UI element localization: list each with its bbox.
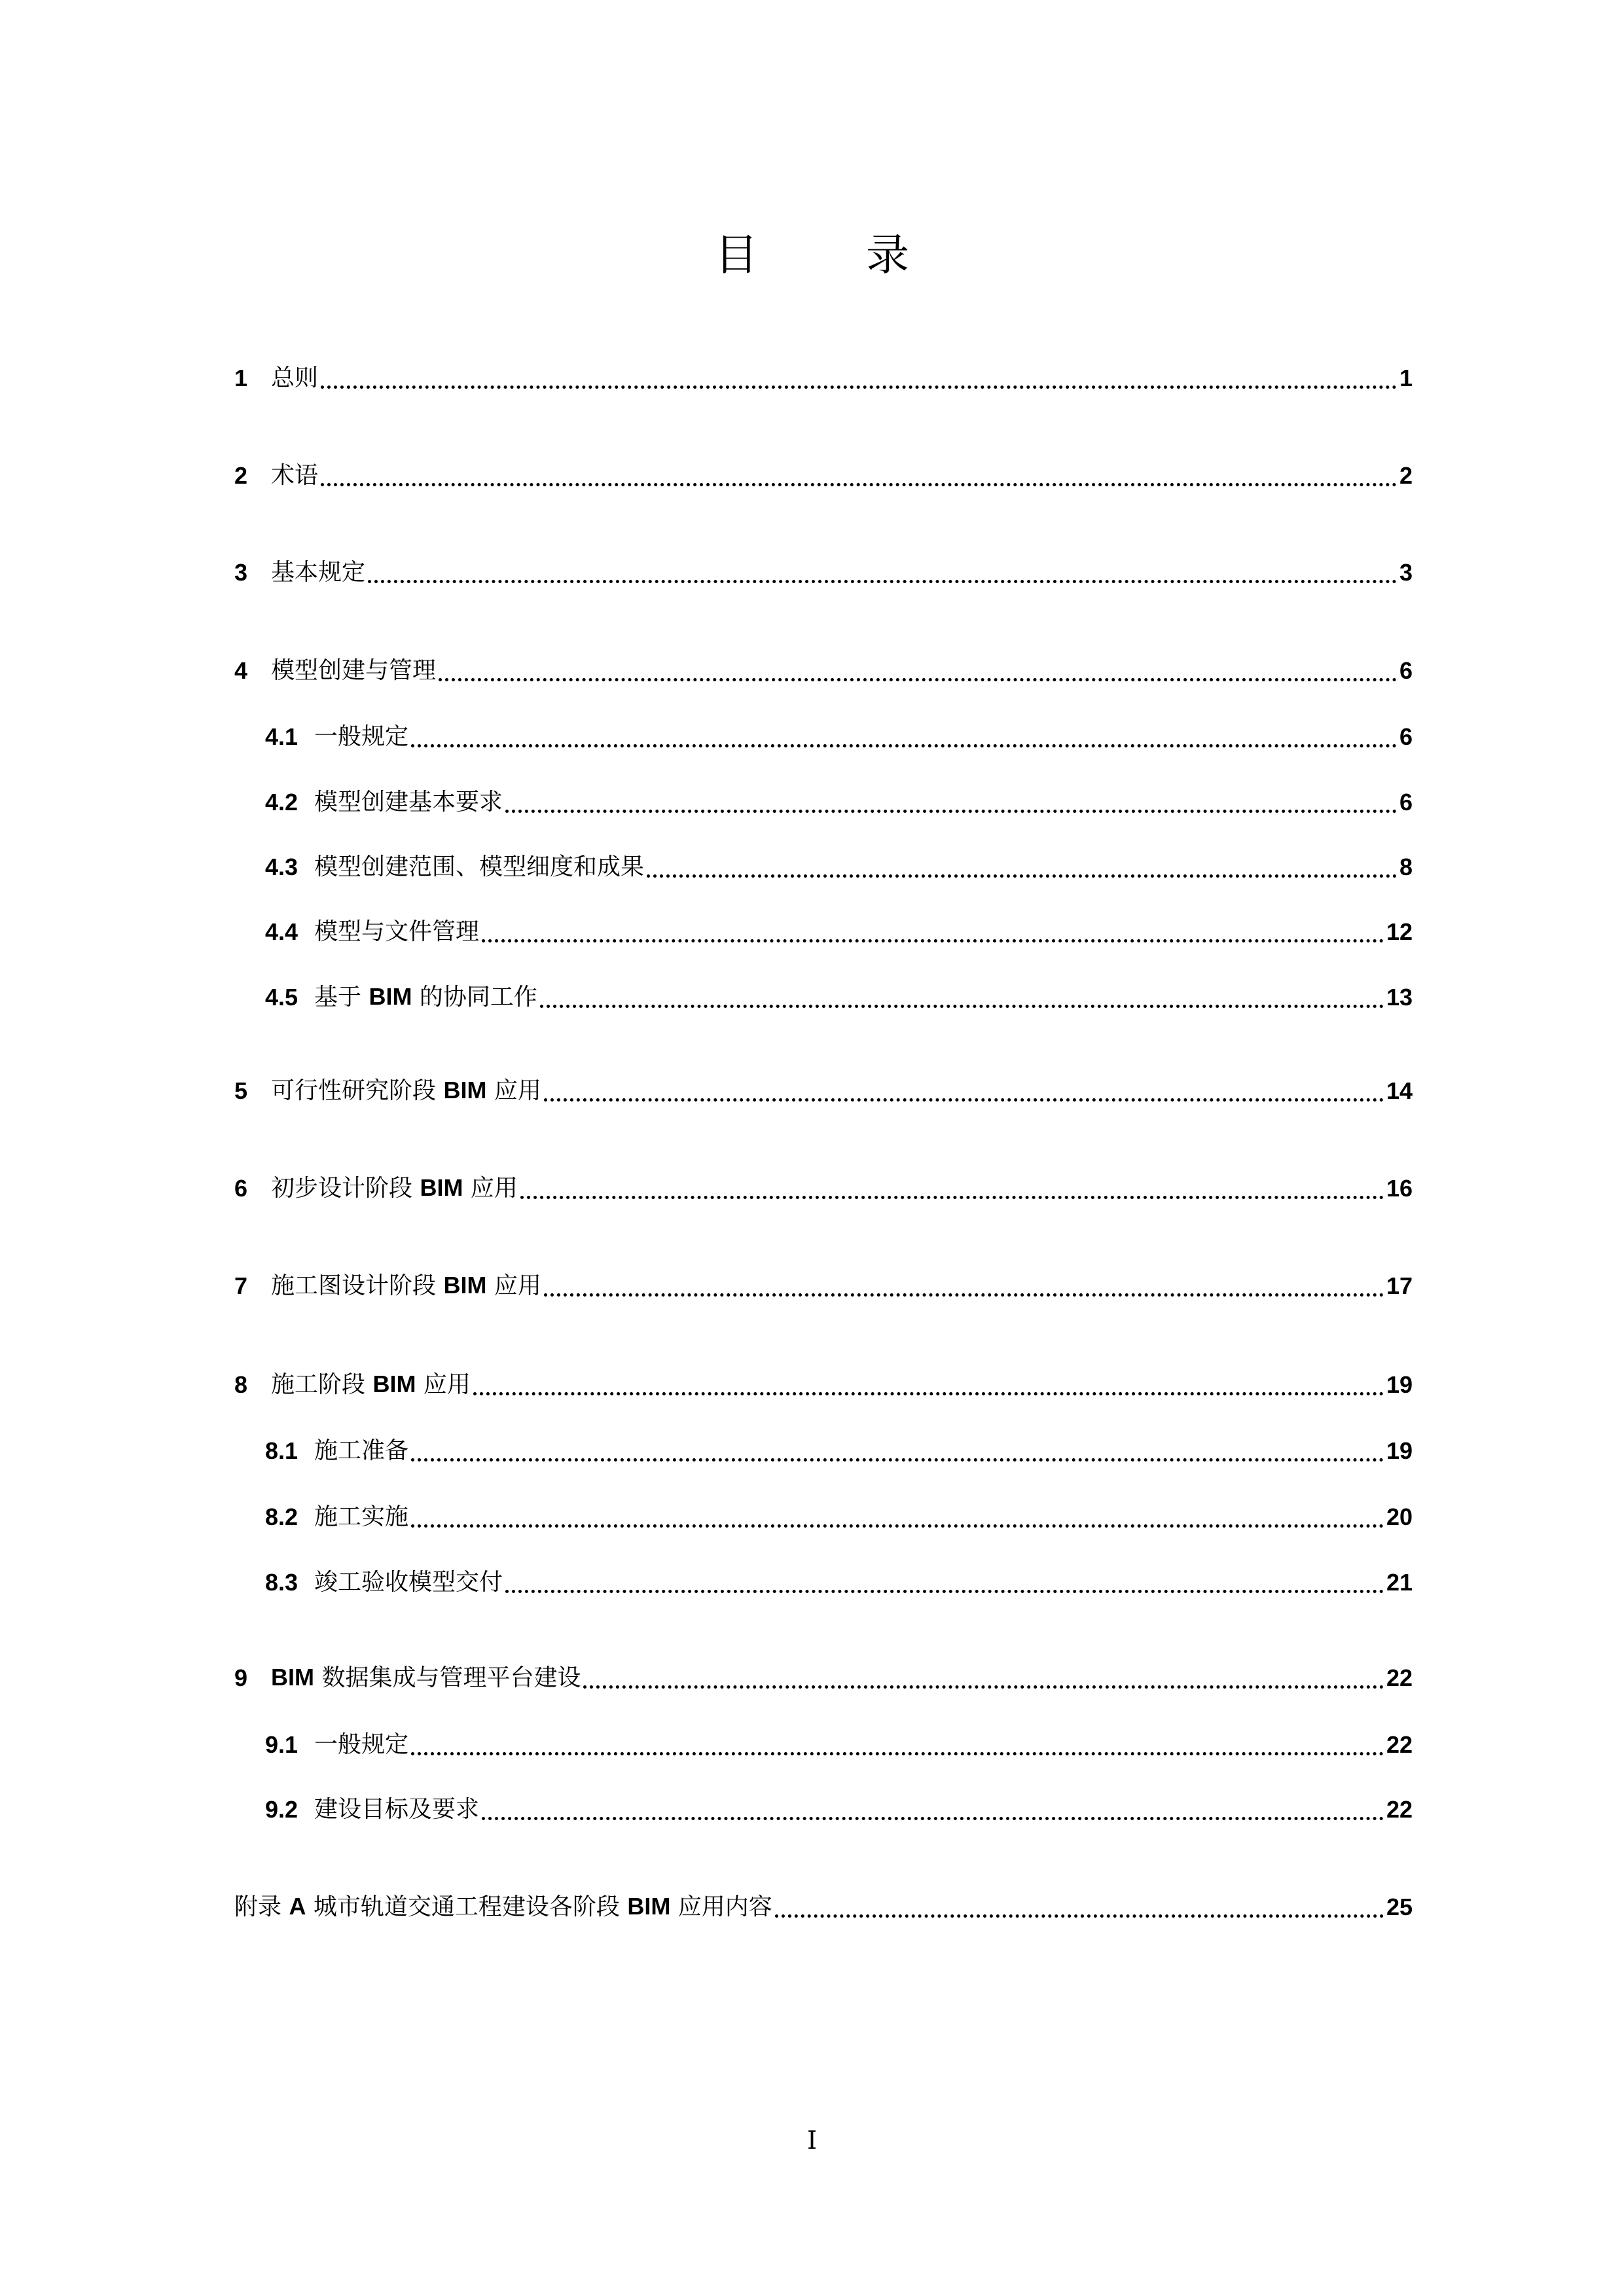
toc-entry-number: 8.2 [265, 1503, 298, 1530]
toc-entry-6[interactable] [234, 1169, 1413, 1208]
toc-dot-leader [544, 1293, 1384, 1297]
toc-entry-number: 4.5 [265, 984, 298, 1011]
toc-entry-page: 19 [1386, 1371, 1413, 1398]
toc-entry-page: 19 [1386, 1437, 1413, 1464]
toc-entry-title: 附录 A 城市轨道交通工程建设各阶段 BIM 应用内容 [234, 1893, 772, 1920]
toc-entry-9-1[interactable] [265, 1725, 1413, 1765]
toc-entry-page: 3 [1399, 559, 1413, 586]
toc-dot-leader [505, 1590, 1384, 1593]
toc-entry-title: 模型创建与管理 [271, 657, 437, 684]
toc-entry-number: 9 [234, 1664, 248, 1691]
toc-entry-number: 9.2 [265, 1796, 298, 1823]
toc-entry-number: 4.4 [265, 918, 298, 945]
toc-entry-4[interactable] [234, 651, 1413, 691]
toc-entry-4-3[interactable] [265, 848, 1413, 887]
toc-dot-leader [544, 1098, 1384, 1102]
toc-dot-leader [775, 1914, 1384, 1918]
toc-entry-number: 7 [234, 1272, 248, 1299]
toc-entry-number: 4 [234, 657, 248, 684]
toc-entry-7[interactable] [234, 1266, 1413, 1306]
toc-entry-page: 6 [1399, 789, 1413, 816]
toc-entry-page: 17 [1386, 1272, 1413, 1299]
toc-entry-number: 8.1 [265, 1437, 298, 1464]
toc-dot-leader [411, 1752, 1384, 1755]
toc-entry-title: 施工阶段 BIM 应用 [271, 1371, 471, 1398]
toc-entry-title: 模型创建基本要求 [314, 789, 503, 816]
toc-entry-title: BIM 数据集成与管理平台建设 [271, 1664, 581, 1691]
toc-entry-title: 竣工验收模型交付 [314, 1569, 503, 1596]
toc-entry-number: 2 [234, 462, 248, 489]
toc-dot-leader [540, 1005, 1384, 1008]
toc-entry-number: 3 [234, 559, 248, 586]
toc-entry-9-2[interactable] [265, 1790, 1413, 1829]
toc-entry-4-1[interactable] [265, 717, 1413, 757]
toc-entry-title: 施工实施 [314, 1503, 409, 1530]
toc-entry-4-2[interactable] [265, 783, 1413, 822]
page-number: I [806, 2126, 817, 2155]
toc-dot-leader [505, 810, 1397, 813]
toc-entry-page: 6 [1399, 657, 1413, 684]
toc-entry-page: 2 [1399, 462, 1413, 489]
toc-entry-title: 术语 [271, 462, 319, 489]
toc-entry-2[interactable] [234, 456, 1413, 495]
toc-entry-title: 模型创建范围、模型细度和成果 [314, 853, 645, 880]
toc-entry-3[interactable] [234, 553, 1413, 592]
toc-entry-title: 一般规定 [314, 723, 409, 750]
toc-entry-5[interactable] [234, 1071, 1413, 1111]
toc-entry-title: 总则 [271, 365, 319, 391]
toc-entry-title: 初步设计阶段 BIM 应用 [271, 1174, 518, 1202]
toc-entry-page: 20 [1386, 1503, 1413, 1530]
toc-entry-page: 6 [1399, 723, 1413, 750]
toc-entry-title: 基于 BIM 的协同工作 [314, 983, 537, 1011]
toc-entry-page: 22 [1386, 1731, 1413, 1758]
toc-entry-title: 可行性研究阶段 BIM 应用 [271, 1077, 541, 1104]
toc-dot-leader [520, 1196, 1384, 1199]
toc-entry-number: 1 [234, 365, 248, 391]
toc-dot-leader [583, 1685, 1384, 1689]
toc-entry-page: 1 [1399, 365, 1413, 391]
toc-entry-page: 22 [1386, 1664, 1413, 1691]
toc-dot-leader [482, 1817, 1384, 1820]
toc-entry-page: 13 [1386, 984, 1413, 1011]
toc-entry-title: 一般规定 [314, 1731, 409, 1758]
toc-entry-title: 模型与文件管理 [314, 918, 480, 945]
toc-dot-leader [439, 678, 1397, 681]
toc-entry-number: 4.3 [265, 853, 298, 880]
toc-entry-number: 6 [234, 1175, 248, 1202]
toc-entry-page: 8 [1399, 853, 1413, 880]
toc-entry-4-5[interactable] [265, 978, 1413, 1017]
toc-entry-page: 12 [1386, 918, 1413, 945]
toc-entry-number: 8.3 [265, 1569, 298, 1596]
toc-entry-title: 基本规定 [271, 559, 366, 586]
page-title: 目 录 [715, 230, 956, 280]
toc-entry-8-2[interactable] [265, 1498, 1413, 1537]
toc-entry-title: 施工准备 [314, 1437, 409, 1464]
toc-entry-appendix-a[interactable] [234, 1888, 1413, 1927]
toc-entry-9[interactable] [234, 1659, 1413, 1698]
toc-entry-title: 建设目标及要求 [314, 1796, 480, 1823]
toc-entry-1[interactable] [234, 359, 1413, 398]
toc-entry-number: 4.1 [265, 723, 298, 750]
toc-entry-8[interactable] [234, 1365, 1413, 1405]
toc-dot-leader [411, 1524, 1384, 1528]
toc-entry-number: 9.1 [265, 1731, 298, 1758]
toc-entry-page: 22 [1386, 1796, 1413, 1823]
toc-dot-leader [321, 483, 1397, 486]
toc-entry-page: 14 [1386, 1077, 1413, 1104]
toc-dot-leader [321, 386, 1397, 389]
toc-entry-8-1[interactable] [265, 1431, 1413, 1471]
toc-dot-leader [411, 744, 1397, 747]
toc-entry-title: 施工图设计阶段 BIM 应用 [271, 1272, 541, 1299]
toc-entry-page: 21 [1386, 1569, 1413, 1596]
toc-dot-leader [482, 939, 1384, 942]
toc-dot-leader [411, 1458, 1384, 1462]
toc-dot-leader [473, 1392, 1384, 1395]
toc-entry-page: 25 [1386, 1893, 1413, 1920]
toc-dot-leader [647, 874, 1397, 878]
toc-dot-leader [368, 580, 1397, 583]
toc-entry-number: 8 [234, 1371, 248, 1398]
toc-entry-4-4[interactable] [265, 912, 1413, 952]
toc-entry-8-3[interactable] [265, 1563, 1413, 1602]
toc-entry-number: 4.2 [265, 789, 298, 816]
toc-entry-page: 16 [1386, 1175, 1413, 1202]
toc-entry-number: 5 [234, 1077, 248, 1104]
